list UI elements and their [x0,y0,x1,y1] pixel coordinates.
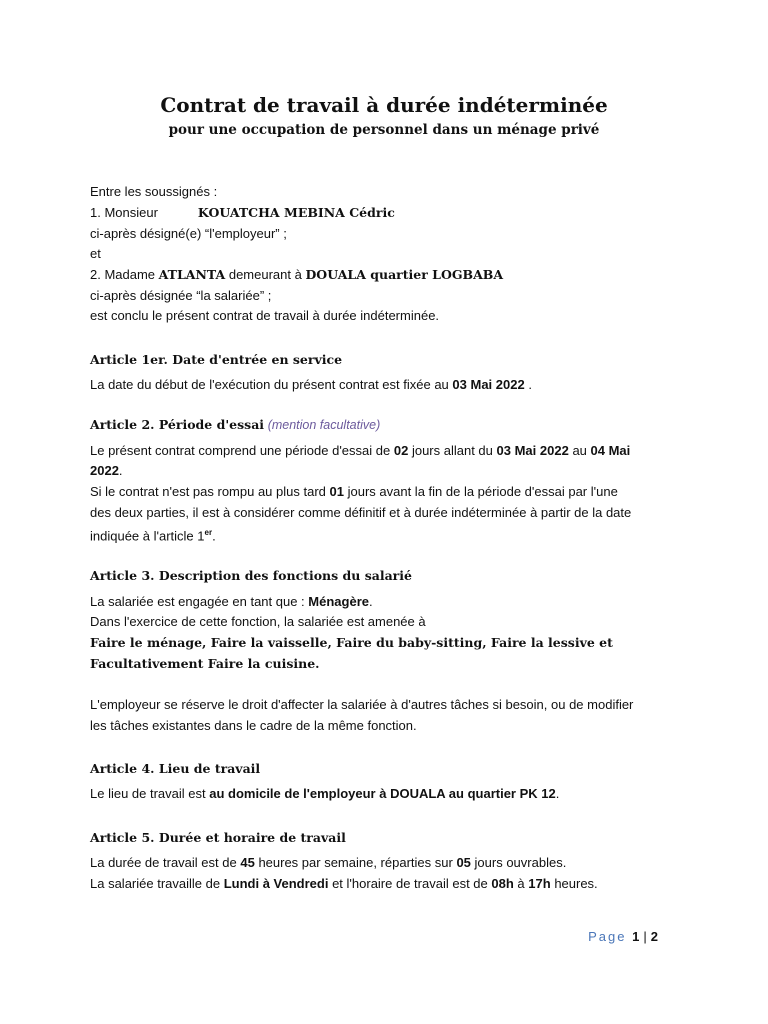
article4-end: . [555,786,560,801]
article5-l2-b: et l'horaire de travail est de [332,876,488,891]
article5-start-time: 08h [491,876,514,891]
document-title: Contrat de travail à durée indéterminée [160,93,608,117]
employee-address: DOUALA quartier LOGBABA [305,267,504,282]
article2-hint: (mention facultative) [267,418,381,432]
employee-designation: ci-après désignée “la salariée” ; [90,288,272,303]
article2-trial-to: 04 Mai [590,443,631,458]
article5-l2-d: heures. [554,876,598,891]
article2-heading: Article 2. Période d'essai [90,417,265,432]
document-subtitle: pour une occupation de personnel dans un ménage privé [168,122,600,138]
article2-p2-a: Si le contrat n'est pas rompu au plus tard [90,484,326,499]
article2-p1-c: au [572,443,587,458]
page-footer [588,928,658,946]
parties-conclusion: est conclu le présent contrat de travail à durée indéterminée. [90,308,440,323]
article5-workdays: Lundi à Vendredi [223,876,329,891]
employee-prefix: 2. Madame [90,267,156,282]
employer-designation: ci-après désigné(e) “l'employeur” ; [90,226,287,241]
article5-l1-a: La durée de travail est de [90,855,237,870]
article3-reserve-line2: les tâches existantes dans le cadre de la même fonction. [90,718,417,733]
article2-p2-line2: des deux parties, il est à considérer comme définitif et à durée indéterminée à partir de la date [90,505,632,520]
article3-duties-line2: Facultativement Faire la cuisine. [90,656,320,671]
article2-sup: er [204,528,213,537]
article3-heading: Article 3. Description des fonctions du salarié [90,568,412,583]
article2-p1-b: jours allant du [411,443,493,458]
page-separator: | [643,929,647,944]
article4-place: au domicile de l'employeur à DOUALA au quartier PK 12 [209,786,556,801]
article2-p2-line3-text: indiquée à l'article 1 [90,528,205,544]
article5-hours: 45 [240,855,255,870]
article1-text-body: La date du début de l'exécution du présent contrat est fixée au [90,377,449,392]
article3-role-line [90,593,373,611]
article2-trial-from: 03 Mai 2022 [496,443,569,458]
article5-heading: Article 5. Durée et horaire de travail [90,830,346,845]
page-total: 2 [650,929,658,944]
article5-l1-b: heures par semaine, réparties sur [258,855,453,870]
page-label: Page [588,929,627,944]
article2-notice-days: 01 [329,484,344,499]
employee-name: ATLANTA [158,267,226,282]
article1-heading: Article 1er. Date d'entrée en service [90,352,343,367]
page-current: 1 [632,929,640,944]
employer-line [90,204,395,222]
article5-end-time: 17h [528,876,551,891]
article3-role-intro: La salariée est engagée en tant que : [90,594,305,609]
article4-text-body: Le lieu de travail est [90,786,206,801]
article5-line2 [90,875,598,893]
article1-date: 03 Mai 2022 [452,377,525,392]
article2-heading-line [90,416,380,434]
article2-p1-a: Le présent contrat comprend une période d'essai de [90,443,391,458]
article1-end: . [524,377,532,392]
article5-l1-c: jours ouvrables. [474,855,567,870]
article3-role: Ménagère [308,594,369,609]
article2-p2-line1 [90,483,618,501]
article2-p2-line3 [90,524,216,545]
article2-p2-b: jours avant la fin de la période d'essai par l'une [347,484,618,499]
article5-l2-a: La salariée travaille de [90,876,221,891]
article2-p1-line2 [90,462,123,480]
article2-trial-to-year: 2022 [90,463,119,478]
employer-name: KOUATCHA MEBINA Cédric [197,205,395,220]
article4-text [90,785,559,803]
article2-trial-days: 02 [393,443,409,458]
parties-intro: Entre les soussignés : [90,184,218,199]
article2-p2-end: . [212,528,216,544]
article5-line1 [90,854,566,872]
article2-p1-end: . [118,463,123,478]
parties-and: et [90,246,101,261]
article2-p1-line1 [90,442,630,460]
article3-reserve-line1: L'employeur se réserve le droit d'affecter la salariée à d'autres tâches si besoin, ou de modifier [90,697,634,712]
article5-l2-c: à [517,876,525,891]
article4-heading: Article 4. Lieu de travail [90,761,261,776]
employer-prefix: 1. Monsieur [90,205,158,220]
employee-line [90,266,503,284]
article3-duties-line1: Faire le ménage, Faire la vaisselle, Faire du baby-sitting, Faire la lessive et [90,635,613,650]
employee-residing: demeurant à [228,267,302,282]
article3-role-end: . [369,594,373,609]
article3-duties-intro: Dans l'exercice de cette fonction, la salariée est amenée à [90,614,426,629]
article5-days: 05 [456,855,471,870]
article1-text [90,376,532,394]
